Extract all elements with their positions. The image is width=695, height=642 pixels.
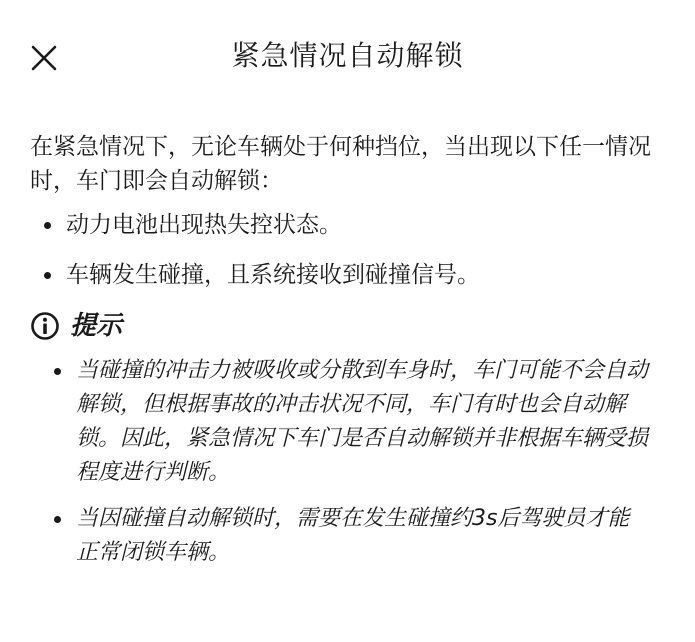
tip-title: 提示: [70, 311, 123, 341]
list-item: [30, 258, 660, 292]
bullet-dot: [54, 368, 61, 375]
tip-list: [30, 354, 660, 570]
tip-text: 当碰撞的冲击力被吸收或分散到车身时，车门可能不会自动解锁，但根据事故的冲击状况不同，车门有时也会自动解锁。因此，紧急情况下车门是否自动解锁并非根据车辆受损程度进行判断。: [76, 358, 649, 485]
header: [0, 0, 695, 112]
condition-text: 车辆发生碰撞，且系统接收到碰撞信号。: [66, 262, 480, 288]
bullet-dot: [54, 516, 61, 523]
list-item: [30, 208, 660, 242]
tip-text: 当因碰撞自动解锁时，需要在发生碰撞约3s后驾驶员才能正常闭锁车辆。: [76, 506, 630, 565]
bullet-dot: [44, 222, 51, 229]
tip-header: [30, 308, 660, 344]
info-icon: [30, 311, 60, 341]
content: [30, 130, 660, 582]
condition-text: 动力电池出现热失控状态。: [66, 212, 342, 238]
page-title: 紧急情况自动解锁: [231, 39, 464, 72]
condition-list: [30, 208, 660, 292]
bullet-dot: [44, 272, 51, 279]
intro-text: 在紧急情况下，无论车辆处于何种挡位，当出现以下任一情况时，车门即会自动解锁：: [30, 134, 651, 194]
list-item: [30, 354, 660, 490]
list-item: [30, 502, 660, 570]
